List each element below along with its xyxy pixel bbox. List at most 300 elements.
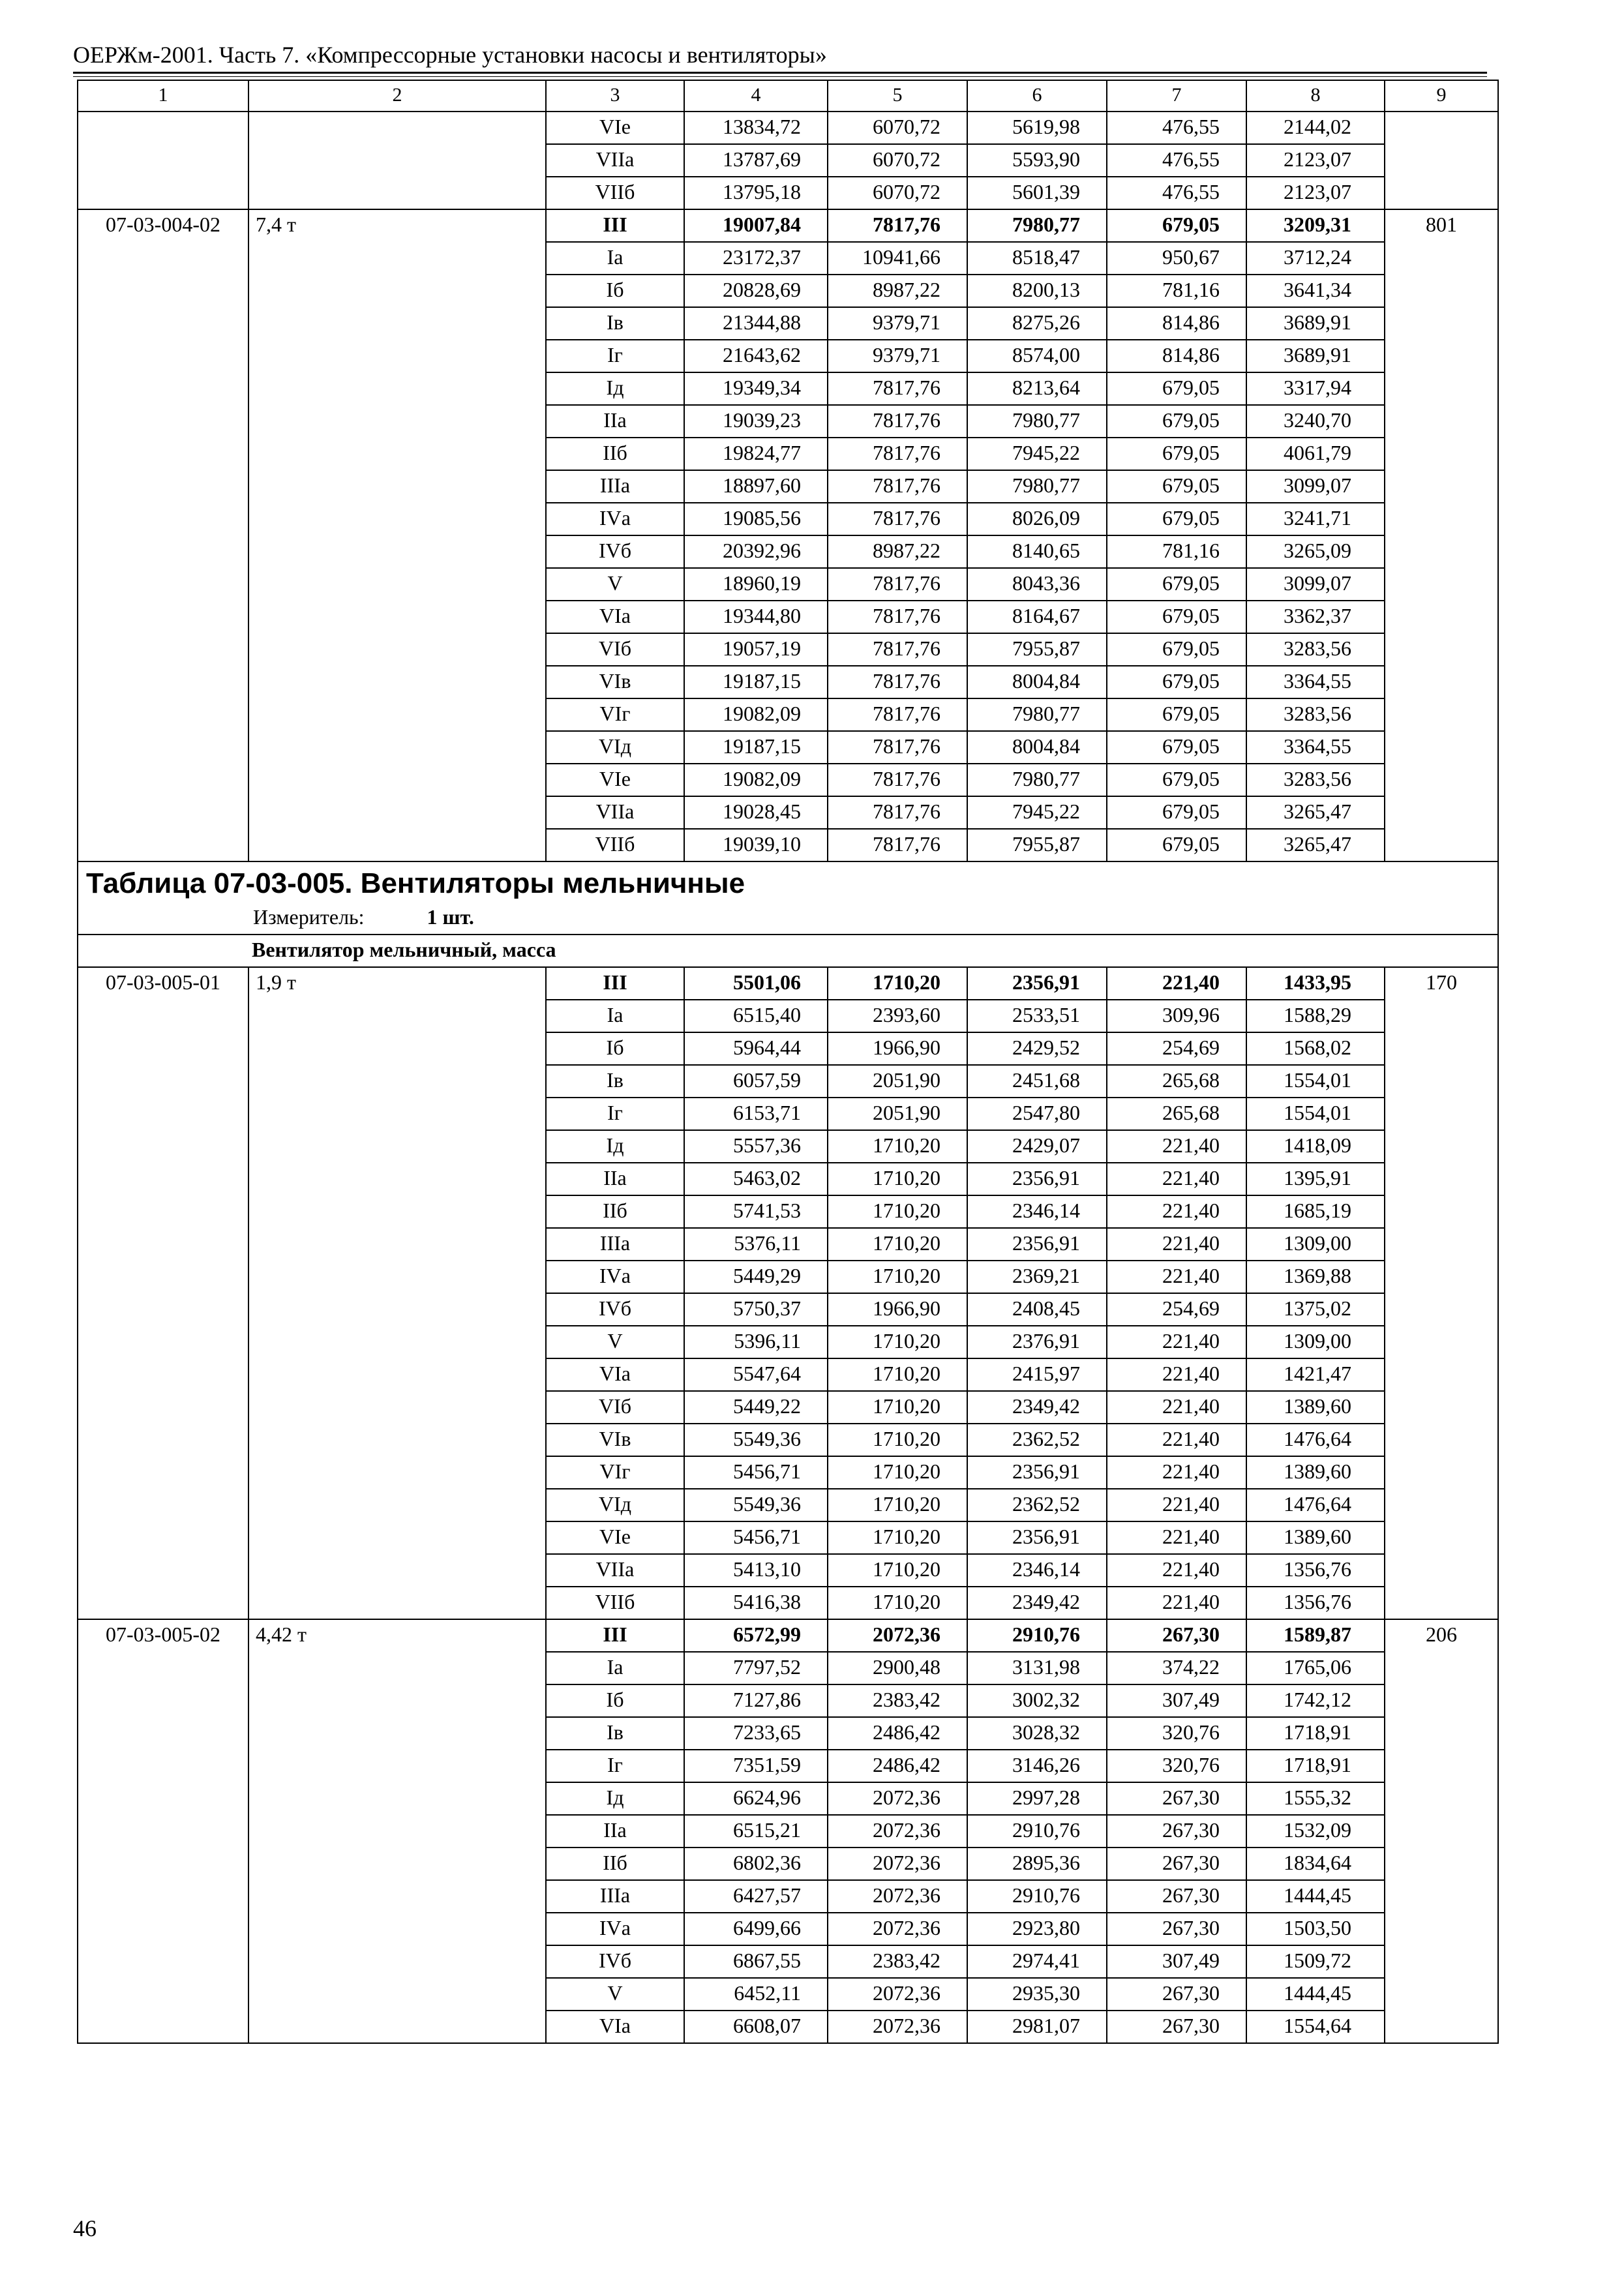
value-cell: 2356,91 (967, 1521, 1107, 1554)
column-number: 4 (684, 80, 828, 112)
value-cell: 6802,36 (684, 1848, 828, 1880)
value-cell: 2369,21 (967, 1261, 1107, 1293)
value-cell: 1444,45 (1246, 1880, 1385, 1913)
subheader-row (78, 935, 1498, 967)
value-cell: 9379,71 (828, 307, 967, 340)
value-cell: 2356,91 (967, 967, 1107, 1000)
value-cell: 679,05 (1107, 601, 1246, 633)
extra-cell: 801 (1385, 209, 1498, 861)
value-cell: 221,40 (1107, 1228, 1246, 1261)
value-cell: 7980,77 (967, 698, 1107, 731)
value-cell: 1476,64 (1246, 1424, 1385, 1456)
column-number: 9 (1385, 80, 1498, 112)
value-cell: 5463,02 (684, 1163, 828, 1195)
value-cell: 3265,09 (1246, 535, 1385, 568)
value-cell: 1554,01 (1246, 1065, 1385, 1098)
value-cell: 1742,12 (1246, 1684, 1385, 1717)
value-cell: 5449,29 (684, 1261, 828, 1293)
header-rule-thin (73, 76, 1487, 77)
value-cell: 267,30 (1107, 1848, 1246, 1880)
value-cell: 1369,88 (1246, 1261, 1385, 1293)
zone-cell: Iд (546, 1782, 684, 1815)
value-cell: 7817,76 (828, 633, 967, 666)
value-cell: 7817,76 (828, 438, 967, 470)
zone-cell: VIб (546, 633, 684, 666)
value-cell: 2486,42 (828, 1717, 967, 1750)
value-cell: 1765,06 (1246, 1652, 1385, 1684)
value-cell: 7351,59 (684, 1750, 828, 1782)
header-rule (73, 72, 1487, 74)
value-cell: 221,40 (1107, 1358, 1246, 1391)
value-cell: 679,05 (1107, 666, 1246, 698)
value-cell: 5593,90 (967, 144, 1107, 177)
value-cell: 5501,06 (684, 967, 828, 1000)
value-cell: 221,40 (1107, 1554, 1246, 1587)
zone-cell: Iг (546, 1750, 684, 1782)
table-row (78, 967, 1498, 1000)
zone-cell: VIг (546, 1456, 684, 1489)
value-cell: 8213,64 (967, 372, 1107, 405)
item-mass-cell (248, 112, 546, 209)
value-cell: 18960,19 (684, 568, 828, 601)
value-cell: 19824,77 (684, 438, 828, 470)
value-cell: 476,55 (1107, 112, 1246, 144)
value-cell: 7980,77 (967, 405, 1107, 438)
measure-unit: 1 шт. (427, 905, 474, 929)
value-cell: 2910,76 (967, 1815, 1107, 1848)
value-cell: 7817,76 (828, 829, 967, 861)
value-cell: 19082,09 (684, 764, 828, 796)
value-cell: 9379,71 (828, 340, 967, 372)
zone-cell: VIд (546, 1489, 684, 1521)
value-cell: 3689,91 (1246, 307, 1385, 340)
value-cell: 307,49 (1107, 1945, 1246, 1978)
value-cell: 1375,02 (1246, 1293, 1385, 1326)
value-cell: 2072,36 (828, 1978, 967, 2011)
value-cell: 6499,66 (684, 1913, 828, 1945)
value-cell: 2362,52 (967, 1424, 1107, 1456)
value-cell: 679,05 (1107, 470, 1246, 503)
extra-cell: 206 (1385, 1619, 1498, 2043)
value-cell: 3283,56 (1246, 698, 1385, 731)
value-cell: 1509,72 (1246, 1945, 1385, 1978)
value-cell: 679,05 (1107, 829, 1246, 861)
value-cell: 8987,22 (828, 275, 967, 307)
value-cell: 8026,09 (967, 503, 1107, 535)
value-cell: 5619,98 (967, 112, 1107, 144)
value-cell: 265,68 (1107, 1065, 1246, 1098)
value-cell: 1444,45 (1246, 1978, 1385, 2011)
value-cell: 476,55 (1107, 177, 1246, 209)
value-cell: 1389,60 (1246, 1456, 1385, 1489)
value-cell: 6608,07 (684, 2011, 828, 2043)
zone-cell: Iд (546, 1130, 684, 1163)
extra-cell: 170 (1385, 967, 1498, 1619)
value-cell: 5396,11 (684, 1326, 828, 1358)
value-cell: 7233,65 (684, 1717, 828, 1750)
value-cell: 2533,51 (967, 1000, 1107, 1032)
value-cell: 7945,22 (967, 438, 1107, 470)
value-cell: 2997,28 (967, 1782, 1107, 1815)
value-cell: 3265,47 (1246, 829, 1385, 861)
value-cell: 267,30 (1107, 1880, 1246, 1913)
value-cell: 8164,67 (967, 601, 1107, 633)
value-cell: 320,76 (1107, 1717, 1246, 1750)
value-cell: 7797,52 (684, 1652, 828, 1684)
table-title-row (78, 861, 1498, 935)
value-cell: 2346,14 (967, 1195, 1107, 1228)
value-cell: 2910,76 (967, 1619, 1107, 1652)
value-cell: 1710,20 (828, 1489, 967, 1521)
value-cell: 2974,41 (967, 1945, 1107, 1978)
zone-cell: IVб (546, 535, 684, 568)
extra-cell (1385, 112, 1498, 209)
value-cell: 2356,91 (967, 1228, 1107, 1261)
value-cell: 1710,20 (828, 1587, 967, 1619)
value-cell: 221,40 (1107, 1163, 1246, 1195)
zone-cell: Iг (546, 340, 684, 372)
zone-cell: VIа (546, 601, 684, 633)
table-title: Таблица 07-03-005. Вентиляторы мельничные (86, 867, 745, 899)
value-cell: 2383,42 (828, 1945, 967, 1978)
value-cell: 950,67 (1107, 242, 1246, 275)
value-cell: 20392,96 (684, 535, 828, 568)
value-cell: 3209,31 (1246, 209, 1385, 242)
zone-cell: IIа (546, 1815, 684, 1848)
value-cell: 679,05 (1107, 372, 1246, 405)
value-cell: 5549,36 (684, 1489, 828, 1521)
value-cell: 2376,91 (967, 1326, 1107, 1358)
value-cell: 267,30 (1107, 1815, 1246, 1848)
value-cell: 6624,96 (684, 1782, 828, 1815)
value-cell: 8004,84 (967, 731, 1107, 764)
value-cell: 3028,32 (967, 1717, 1107, 1750)
item-code-cell: 07-03-005-01 (78, 967, 248, 1619)
table-row (78, 112, 1498, 144)
zone-cell: VIб (546, 1391, 684, 1424)
value-cell: 221,40 (1107, 967, 1246, 1000)
value-cell: 4061,79 (1246, 438, 1385, 470)
value-cell: 7817,76 (828, 796, 967, 829)
value-cell: 679,05 (1107, 438, 1246, 470)
value-cell: 254,69 (1107, 1032, 1246, 1065)
value-cell: 3362,37 (1246, 601, 1385, 633)
value-cell: 814,86 (1107, 340, 1246, 372)
value-cell: 1418,09 (1246, 1130, 1385, 1163)
value-cell: 1710,20 (828, 1358, 967, 1391)
value-cell: 19187,15 (684, 731, 828, 764)
table-row (78, 209, 1498, 242)
value-cell: 221,40 (1107, 1326, 1246, 1358)
zone-cell: Iг (546, 1098, 684, 1130)
value-cell: 221,40 (1107, 1391, 1246, 1424)
value-cell: 19187,15 (684, 666, 828, 698)
zone-cell: VIа (546, 1358, 684, 1391)
zone-cell: Iа (546, 1652, 684, 1684)
value-cell: 221,40 (1107, 1130, 1246, 1163)
value-cell: 7127,86 (684, 1684, 828, 1717)
value-cell: 1710,20 (828, 1163, 967, 1195)
value-cell: 2072,36 (828, 1782, 967, 1815)
value-cell: 1356,76 (1246, 1587, 1385, 1619)
value-cell: 2051,90 (828, 1098, 967, 1130)
value-cell: 221,40 (1107, 1489, 1246, 1521)
column-number: 3 (546, 80, 684, 112)
value-cell: 2072,36 (828, 1619, 967, 1652)
value-cell: 1710,20 (828, 1261, 967, 1293)
zone-cell: V (546, 1326, 684, 1358)
value-cell: 1309,00 (1246, 1228, 1385, 1261)
value-cell: 1476,64 (1246, 1489, 1385, 1521)
column-number: 2 (248, 80, 546, 112)
value-cell: 2072,36 (828, 1815, 967, 1848)
zone-cell: VIг (546, 698, 684, 731)
value-cell: 2051,90 (828, 1065, 967, 1098)
zone-cell: Iд (546, 372, 684, 405)
value-cell: 5376,11 (684, 1228, 828, 1261)
zone-cell: IVа (546, 1261, 684, 1293)
zone-cell: VIв (546, 1424, 684, 1456)
value-cell: 6515,21 (684, 1815, 828, 1848)
table-row (78, 1619, 1498, 1652)
value-cell: 2144,02 (1246, 112, 1385, 144)
zone-cell: VIе (546, 764, 684, 796)
zone-cell: VIIб (546, 177, 684, 209)
value-cell: 5741,53 (684, 1195, 828, 1228)
zone-cell: Iб (546, 1032, 684, 1065)
value-cell: 3283,56 (1246, 764, 1385, 796)
value-cell: 679,05 (1107, 209, 1246, 242)
value-cell: 20828,69 (684, 275, 828, 307)
value-cell: 2349,42 (967, 1587, 1107, 1619)
value-cell: 1356,76 (1246, 1554, 1385, 1587)
value-cell: 679,05 (1107, 633, 1246, 666)
value-cell: 5547,64 (684, 1358, 828, 1391)
table-title-cell (78, 861, 1498, 935)
column-number: 6 (967, 80, 1107, 112)
value-cell: 3265,47 (1246, 796, 1385, 829)
value-cell: 2981,07 (967, 2011, 1107, 2043)
item-mass-cell: 7,4 т (248, 209, 546, 861)
item-mass-cell: 4,42 т (248, 1619, 546, 2043)
value-cell: 2451,68 (967, 1065, 1107, 1098)
value-cell: 7817,76 (828, 503, 967, 535)
value-cell: 2356,91 (967, 1163, 1107, 1195)
value-cell: 3241,71 (1246, 503, 1385, 535)
value-cell: 309,96 (1107, 1000, 1246, 1032)
value-cell: 374,22 (1107, 1652, 1246, 1684)
zone-cell: VIе (546, 1521, 684, 1554)
value-cell: 1555,32 (1246, 1782, 1385, 1815)
value-cell: 254,69 (1107, 1293, 1246, 1326)
value-cell: 1834,64 (1246, 1848, 1385, 1880)
value-cell: 2123,07 (1246, 177, 1385, 209)
value-cell: 1710,20 (828, 1391, 967, 1424)
item-mass-cell: 1,9 т (248, 967, 546, 1619)
value-cell: 2415,97 (967, 1358, 1107, 1391)
value-cell: 7980,77 (967, 470, 1107, 503)
value-cell: 2429,07 (967, 1130, 1107, 1163)
value-cell: 2486,42 (828, 1750, 967, 1782)
value-cell: 13787,69 (684, 144, 828, 177)
value-cell: 7980,77 (967, 209, 1107, 242)
value-cell: 2393,60 (828, 1000, 967, 1032)
value-cell: 1588,29 (1246, 1000, 1385, 1032)
value-cell: 5456,71 (684, 1456, 828, 1489)
value-cell: 23172,37 (684, 242, 828, 275)
value-cell: 6427,57 (684, 1880, 828, 1913)
value-cell: 7817,76 (828, 470, 967, 503)
value-cell: 6153,71 (684, 1098, 828, 1130)
value-cell: 1532,09 (1246, 1815, 1385, 1848)
zone-cell: IVа (546, 1913, 684, 1945)
value-cell: 1710,20 (828, 1424, 967, 1456)
value-cell: 221,40 (1107, 1521, 1246, 1554)
value-cell: 2895,36 (967, 1848, 1107, 1880)
zone-cell: VIд (546, 731, 684, 764)
zone-cell: IIа (546, 405, 684, 438)
value-cell: 2900,48 (828, 1652, 967, 1684)
value-cell: 2408,45 (967, 1293, 1107, 1326)
value-cell: 6070,72 (828, 144, 967, 177)
value-cell: 5557,36 (684, 1130, 828, 1163)
value-cell: 6452,11 (684, 1978, 828, 2011)
zone-cell: Iа (546, 1000, 684, 1032)
value-cell: 7945,22 (967, 796, 1107, 829)
zone-cell: VIIб (546, 1587, 684, 1619)
value-cell: 2356,91 (967, 1456, 1107, 1489)
zone-cell: IIа (546, 1163, 684, 1195)
value-cell: 7980,77 (967, 764, 1107, 796)
value-cell: 19039,23 (684, 405, 828, 438)
zone-cell: Iв (546, 307, 684, 340)
value-cell: 7817,76 (828, 568, 967, 601)
value-cell: 3364,55 (1246, 731, 1385, 764)
zone-cell: Iб (546, 1684, 684, 1717)
zone-cell: IIIа (546, 1880, 684, 1913)
value-cell: 21344,88 (684, 307, 828, 340)
value-cell: 19007,84 (684, 209, 828, 242)
value-cell: 5456,71 (684, 1521, 828, 1554)
zone-cell: VIIб (546, 829, 684, 861)
item-code-cell: 07-03-004-02 (78, 209, 248, 861)
value-cell: 8200,13 (967, 275, 1107, 307)
zone-cell: Iа (546, 242, 684, 275)
value-cell: 6515,40 (684, 1000, 828, 1032)
zone-cell: V (546, 568, 684, 601)
value-cell: 1966,90 (828, 1032, 967, 1065)
value-cell: 679,05 (1107, 796, 1246, 829)
value-cell: 267,30 (1107, 1782, 1246, 1815)
column-number-row (78, 80, 1498, 112)
value-cell: 7817,76 (828, 209, 967, 242)
value-cell: 13795,18 (684, 177, 828, 209)
value-cell: 8275,26 (967, 307, 1107, 340)
value-cell: 8004,84 (967, 666, 1107, 698)
value-cell: 3317,94 (1246, 372, 1385, 405)
value-cell: 1718,91 (1246, 1717, 1385, 1750)
value-cell: 1710,20 (828, 1130, 967, 1163)
value-cell: 1589,87 (1246, 1619, 1385, 1652)
value-cell: 10941,66 (828, 242, 967, 275)
column-number: 7 (1107, 80, 1246, 112)
value-cell: 5449,22 (684, 1391, 828, 1424)
value-cell: 1966,90 (828, 1293, 967, 1326)
column-number: 1 (78, 80, 248, 112)
value-cell: 2383,42 (828, 1684, 967, 1717)
zone-cell: IIIа (546, 1228, 684, 1261)
value-cell: 3099,07 (1246, 568, 1385, 601)
value-cell: 6070,72 (828, 177, 967, 209)
zone-cell: III (546, 967, 684, 1000)
value-cell: 19028,45 (684, 796, 828, 829)
value-cell: 2362,52 (967, 1489, 1107, 1521)
value-cell: 21643,62 (684, 340, 828, 372)
zone-cell: Iв (546, 1717, 684, 1750)
zone-cell: VIIа (546, 796, 684, 829)
value-cell: 1710,20 (828, 1456, 967, 1489)
zone-cell: VIIа (546, 1554, 684, 1587)
value-cell: 5750,37 (684, 1293, 828, 1326)
value-cell: 7817,76 (828, 372, 967, 405)
value-cell: 7817,76 (828, 731, 967, 764)
value-cell: 2123,07 (1246, 144, 1385, 177)
value-cell: 221,40 (1107, 1261, 1246, 1293)
value-cell: 3146,26 (967, 1750, 1107, 1782)
value-cell: 2072,36 (828, 1913, 967, 1945)
value-cell: 1710,20 (828, 967, 967, 1000)
value-cell: 7817,76 (828, 666, 967, 698)
value-cell: 7817,76 (828, 405, 967, 438)
value-cell: 19344,80 (684, 601, 828, 633)
value-cell: 3689,91 (1246, 340, 1385, 372)
value-cell: 679,05 (1107, 698, 1246, 731)
value-cell: 221,40 (1107, 1424, 1246, 1456)
value-cell: 6070,72 (828, 112, 967, 144)
value-cell: 221,40 (1107, 1456, 1246, 1489)
value-cell: 2072,36 (828, 2011, 967, 2043)
value-cell: 19349,34 (684, 372, 828, 405)
zone-cell: VIе (546, 112, 684, 144)
value-cell: 679,05 (1107, 568, 1246, 601)
zone-cell: Iб (546, 275, 684, 307)
value-cell: 2346,14 (967, 1554, 1107, 1587)
value-cell: 320,76 (1107, 1750, 1246, 1782)
value-cell: 1421,47 (1246, 1358, 1385, 1391)
zone-cell: VIа (546, 2011, 684, 2043)
value-cell: 5413,10 (684, 1554, 828, 1587)
subheader: Вентилятор мельничный, масса (78, 935, 1498, 967)
value-cell: 1710,20 (828, 1326, 967, 1358)
value-cell: 267,30 (1107, 2011, 1246, 2043)
zone-cell: VIв (546, 666, 684, 698)
value-cell: 267,30 (1107, 1978, 1246, 2011)
value-cell: 267,30 (1107, 1619, 1246, 1652)
value-cell: 1389,60 (1246, 1391, 1385, 1424)
value-cell: 7817,76 (828, 601, 967, 633)
value-cell: 5549,36 (684, 1424, 828, 1456)
zone-cell: Iв (546, 1065, 684, 1098)
value-cell: 781,16 (1107, 275, 1246, 307)
value-cell: 1554,01 (1246, 1098, 1385, 1130)
value-cell: 5416,38 (684, 1587, 828, 1619)
value-cell: 1433,95 (1246, 967, 1385, 1000)
value-cell: 2429,52 (967, 1032, 1107, 1065)
value-cell: 19057,19 (684, 633, 828, 666)
value-cell: 8043,36 (967, 568, 1107, 601)
value-cell: 7817,76 (828, 764, 967, 796)
value-cell: 8987,22 (828, 535, 967, 568)
